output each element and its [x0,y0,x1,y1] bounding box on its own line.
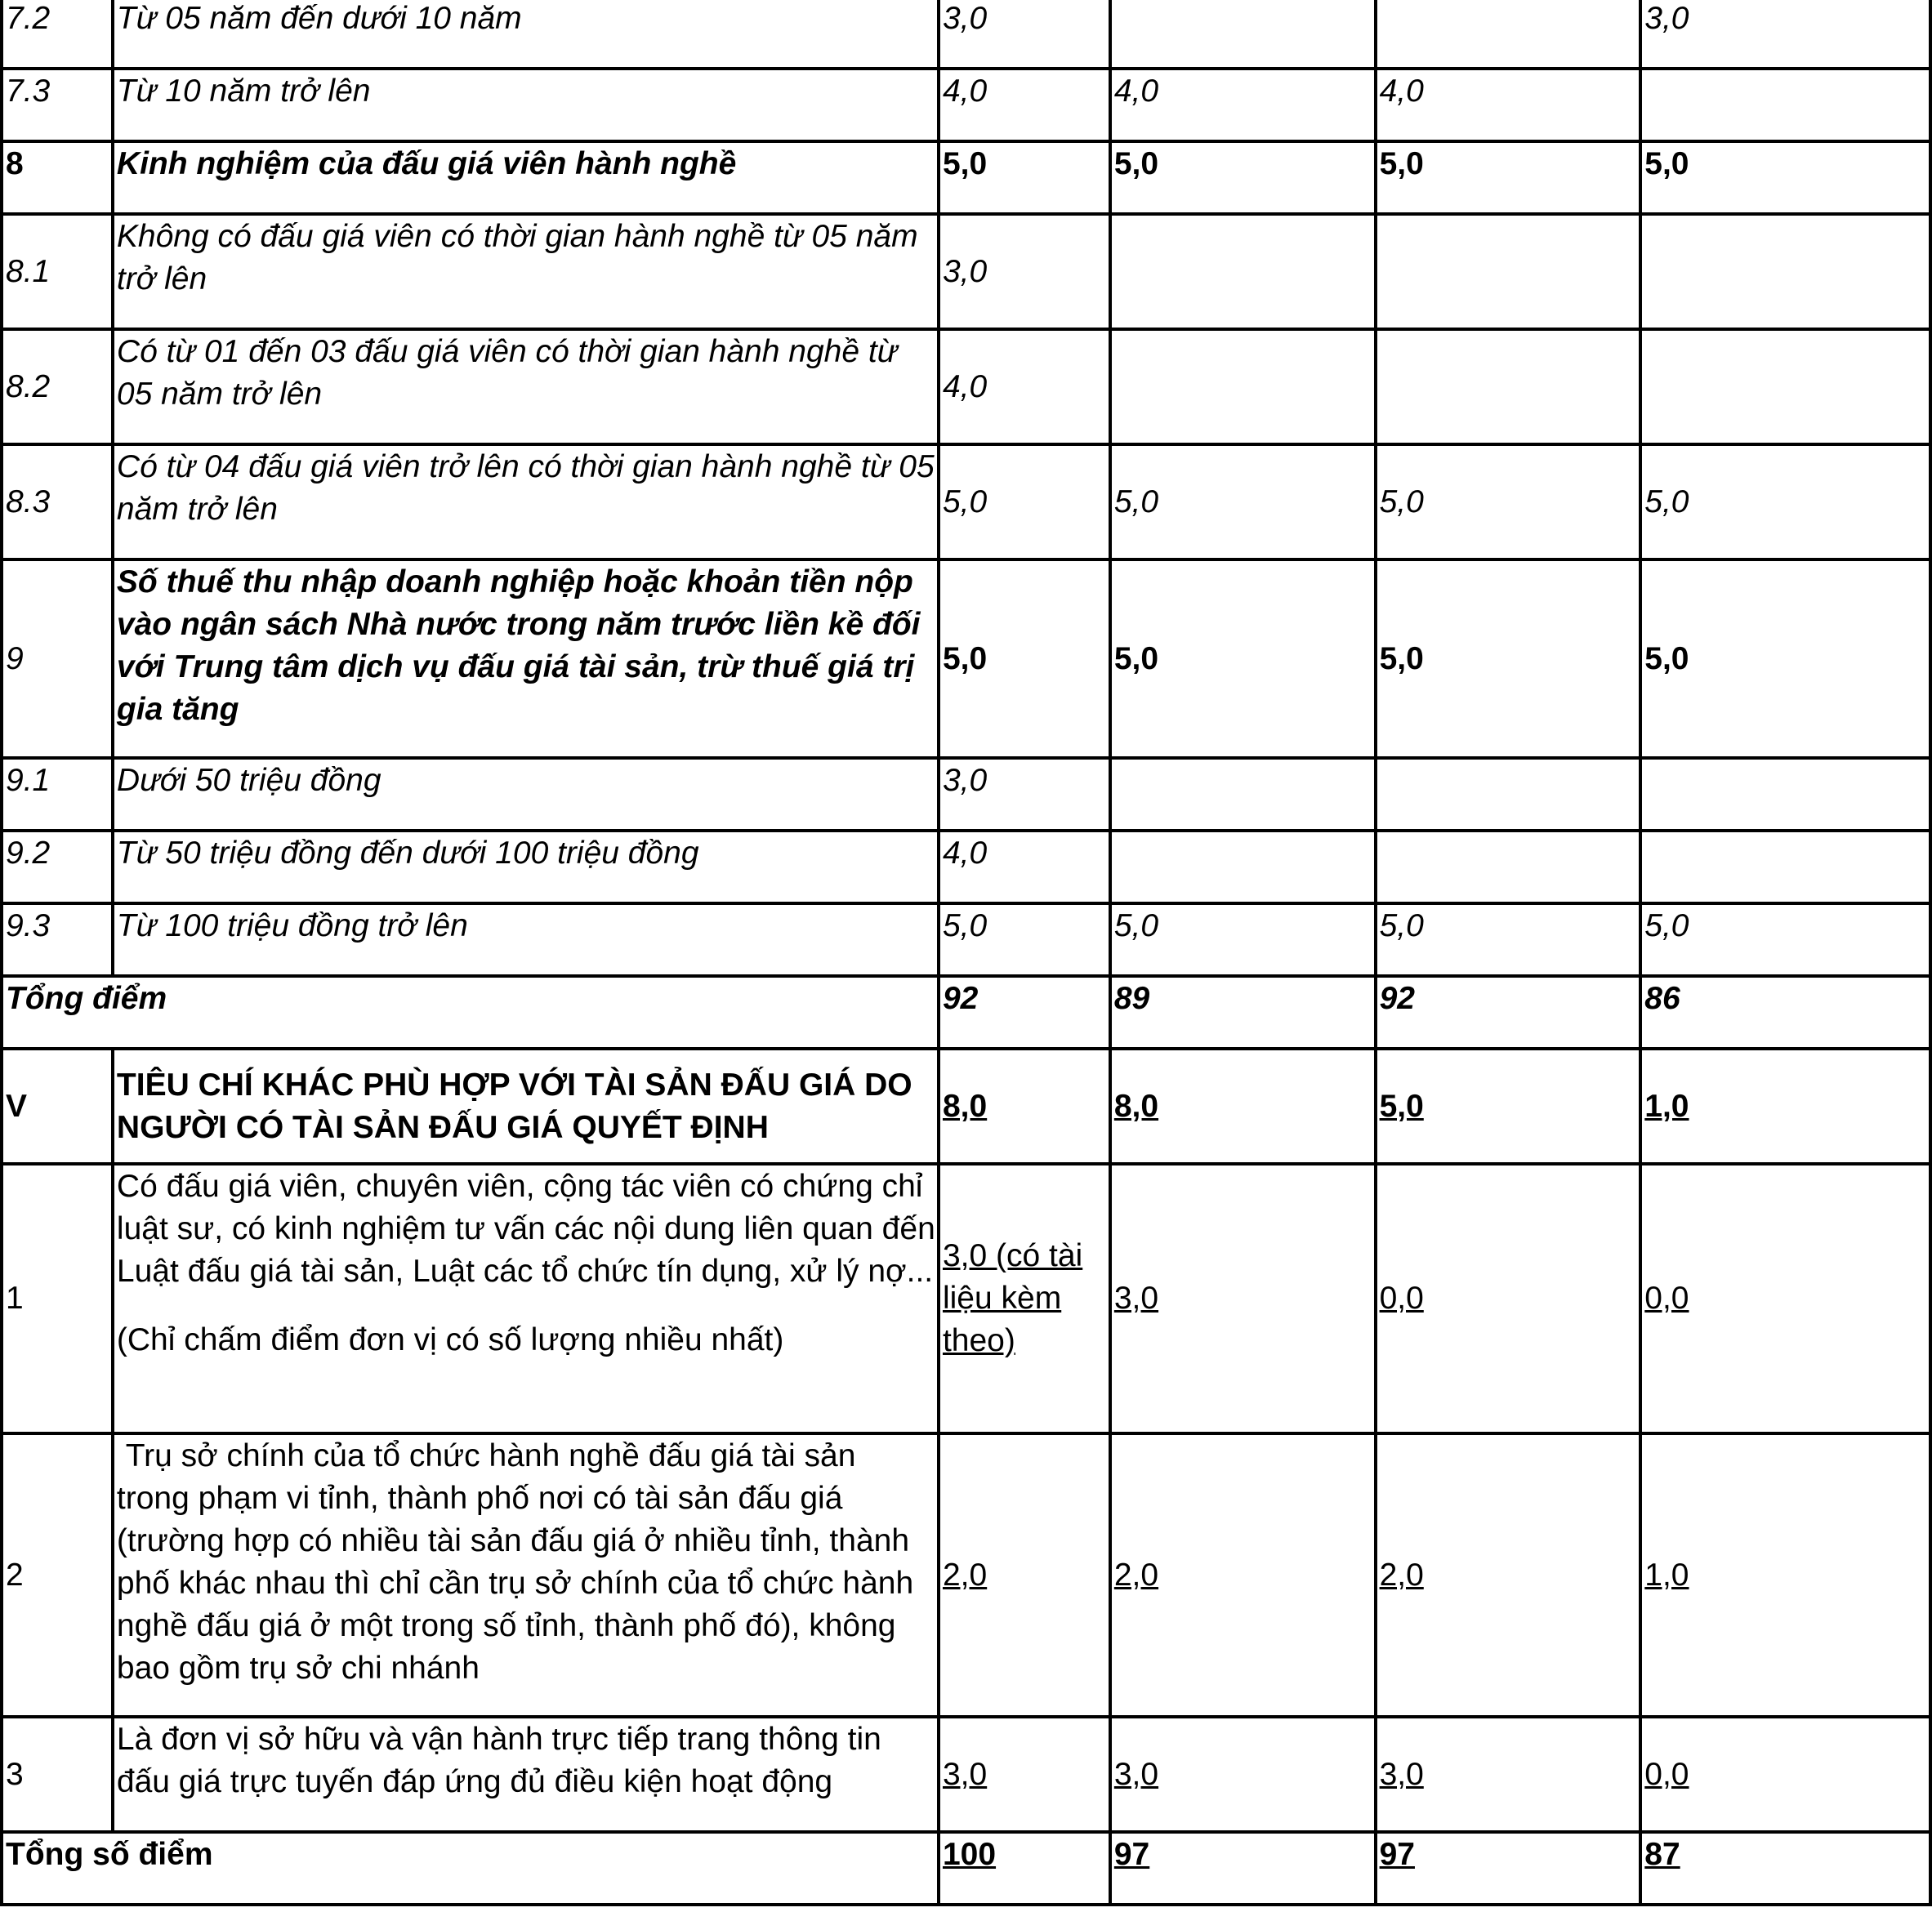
section-v-score-1: 8,0 [939,1049,1110,1164]
criterion-score-2: 2,0 [1110,1433,1376,1717]
criterion-score-3: 3,0 [1376,1717,1641,1832]
criterion-number: 3 [2,1717,113,1832]
row-number: 8 [2,141,113,214]
row-score-3 [1376,0,1641,69]
criterion-description: Trụ sở chính của tổ chức hành nghề đấu giá tài sản trong phạm vi tỉnh, thành phố nơi có tài sản đấu giá (trường hợp có nhiều tài sản đấu giá ở nhiều tỉnh, thành phố khác nhau thì chỉ cần trụ sở chính của tổ chức hành nghề đấu giá ở một trong số tỉnh, thành phố đó), không bao gồm trụ sở chi nhánh [113,1433,939,1717]
criterion-score-4: 0,0 [1640,1717,1930,1832]
section-v-score-3: 5,0 [1376,1049,1641,1164]
criterion-row-2 [2,1433,1930,1717]
row-score-2: 5,0 [1110,559,1376,758]
row-description: Có từ 04 đấu giá viên trở lên có thời gian hành nghề từ 05 năm trở lên [113,444,939,559]
table-row [2,69,1930,141]
grand-total-row [2,1832,1930,1905]
table-row [2,329,1930,444]
row-score-2 [1110,329,1376,444]
criterion-score-4: 1,0 [1640,1433,1930,1717]
row-score-4 [1640,831,1930,903]
grand-total-score-3: 97 [1376,1832,1641,1905]
row-score-4 [1640,758,1930,831]
subtotal-score-3: 92 [1376,976,1641,1049]
row-score-1: 5,0 [939,903,1110,976]
row-description: Không có đấu giá viên có thời gian hành nghề từ 05 năm trở lên [113,214,939,329]
row-description: Kinh nghiệm của đấu giá viên hành nghề [113,141,939,214]
table-row [2,559,1930,758]
row-number: 7.3 [2,69,113,141]
criterion-number: 2 [2,1433,113,1717]
row-score-4: 5,0 [1640,903,1930,976]
row-description: Có từ 01 đến 03 đấu giá viên có thời gian hành nghề từ 05 năm trở lên [113,329,939,444]
criterion-row-3 [2,1717,1930,1832]
criterion-score-3: 2,0 [1376,1433,1641,1717]
row-score-1: 4,0 [939,69,1110,141]
criterion-score-2: 3,0 [1110,1717,1376,1832]
criterion-score-1: 3,0 [939,1717,1110,1832]
row-score-2 [1110,831,1376,903]
criterion-score-1: 2,0 [939,1433,1110,1717]
row-score-1: 5,0 [939,444,1110,559]
row-description: Từ 100 triệu đồng trở lên [113,903,939,976]
row-number: 9.2 [2,831,113,903]
row-number: 8.3 [2,444,113,559]
table-row [2,0,1930,69]
row-score-2: 5,0 [1110,141,1376,214]
table-row [2,758,1930,831]
row-number: 9 [2,559,113,758]
row-score-1: 3,0 [939,758,1110,831]
criterion-score-4: 0,0 [1640,1164,1930,1433]
row-score-1: 5,0 [939,141,1110,214]
row-score-2 [1110,214,1376,329]
row-description: Từ 10 năm trở lên [113,69,939,141]
criterion-score-3: 0,0 [1376,1164,1641,1433]
row-score-1: 4,0 [939,329,1110,444]
row-score-3 [1376,758,1641,831]
row-score-3: 4,0 [1376,69,1641,141]
row-score-4: 3,0 [1640,0,1930,69]
row-score-2 [1110,0,1376,69]
row-description: Từ 50 triệu đồng đến dưới 100 triệu đồng [113,831,939,903]
row-score-2: 4,0 [1110,69,1376,141]
row-number: 8.2 [2,329,113,444]
grand-total-score-1: 100 [939,1832,1110,1905]
row-score-2: 5,0 [1110,903,1376,976]
table-row [2,141,1930,214]
table-row [2,444,1930,559]
row-score-4: 5,0 [1640,141,1930,214]
subtotal-score-4: 86 [1640,976,1930,1049]
row-score-3 [1376,831,1641,903]
row-score-3: 5,0 [1376,903,1641,976]
row-description: Dưới 50 triệu đồng [113,758,939,831]
row-score-1: 4,0 [939,831,1110,903]
row-description: Từ 05 năm đến dưới 10 năm [113,0,939,69]
criterion-text [113,1164,939,1433]
criterion-row-1 [2,1164,1930,1433]
row-number: 8.1 [2,214,113,329]
row-score-1: 3,0 [939,0,1110,69]
row-score-2 [1110,758,1376,831]
row-score-4: 5,0 [1640,444,1930,559]
section-v-score-2: 8,0 [1110,1049,1376,1164]
row-score-4: 5,0 [1640,559,1930,758]
row-score-3: 5,0 [1376,141,1641,214]
row-score-3: 5,0 [1376,444,1641,559]
criterion-score-2: 3,0 [1110,1164,1376,1433]
section-v-score-4: 1,0 [1640,1049,1930,1164]
row-score-3 [1376,214,1641,329]
subtotal-score-2: 89 [1110,976,1376,1049]
subtotal-score-1: 92 [939,976,1110,1049]
criterion-score-1: 3,0 (có tài liệu kèm theo) [939,1164,1110,1433]
grand-total-label: Tổng số điểm [2,1832,939,1905]
row-score-1: 3,0 [939,214,1110,329]
subtotal-label: Tổng điểm [2,976,939,1049]
subtotal-row [2,976,1930,1049]
row-score-3 [1376,329,1641,444]
criterion-description: Là đơn vị sở hữu và vận hành trực tiếp trang thông tin đấu giá trực tuyến đáp ứng đủ điều kiện hoạt động [113,1717,939,1832]
row-number: 7.2 [2,0,113,69]
grand-total-score-4: 87 [1640,1832,1930,1905]
section-v-title: TIÊU CHÍ KHÁC PHÙ HỢP VỚI TÀI SẢN ĐẤU GIÁ DO NGƯỜI CÓ TÀI SẢN ĐẤU GIÁ QUYẾT ĐỊNH [113,1049,939,1164]
row-number: 9.1 [2,758,113,831]
section-v-row [2,1049,1930,1164]
criterion-number: 1 [2,1164,113,1433]
row-score-1: 5,0 [939,559,1110,758]
criterion-description: Có đấu giá viên, chuyên viên, cộng tác viên có chứng chỉ luật sư, có kinh nghiệm tư vấn các nội dung liên quan đến Luật đấu giá tài sản, Luật các tổ chức tín dụng, xử lý nợ... [116,1169,935,1289]
row-score-4 [1640,69,1930,141]
row-score-4 [1640,214,1930,329]
table-row [2,831,1930,903]
row-description: Số thuế thu nhập doanh nghiệp hoặc khoản tiền nộp vào ngân sách Nhà nước trong năm trước liền kề đối với Trung tâm dịch vụ đấu giá tài sản, trừ thuế giá trị gia tăng [113,559,939,758]
row-number: 9.3 [2,903,113,976]
grand-total-score-2: 97 [1110,1832,1376,1905]
table-row [2,214,1930,329]
section-v-number: V [2,1049,113,1164]
row-score-4 [1640,329,1930,444]
criterion-note: (Chỉ chấm điểm đơn vị có số lượng nhiều nhất) [116,1322,784,1357]
table-row [2,903,1930,976]
row-score-3: 5,0 [1376,559,1641,758]
row-score-2: 5,0 [1110,444,1376,559]
